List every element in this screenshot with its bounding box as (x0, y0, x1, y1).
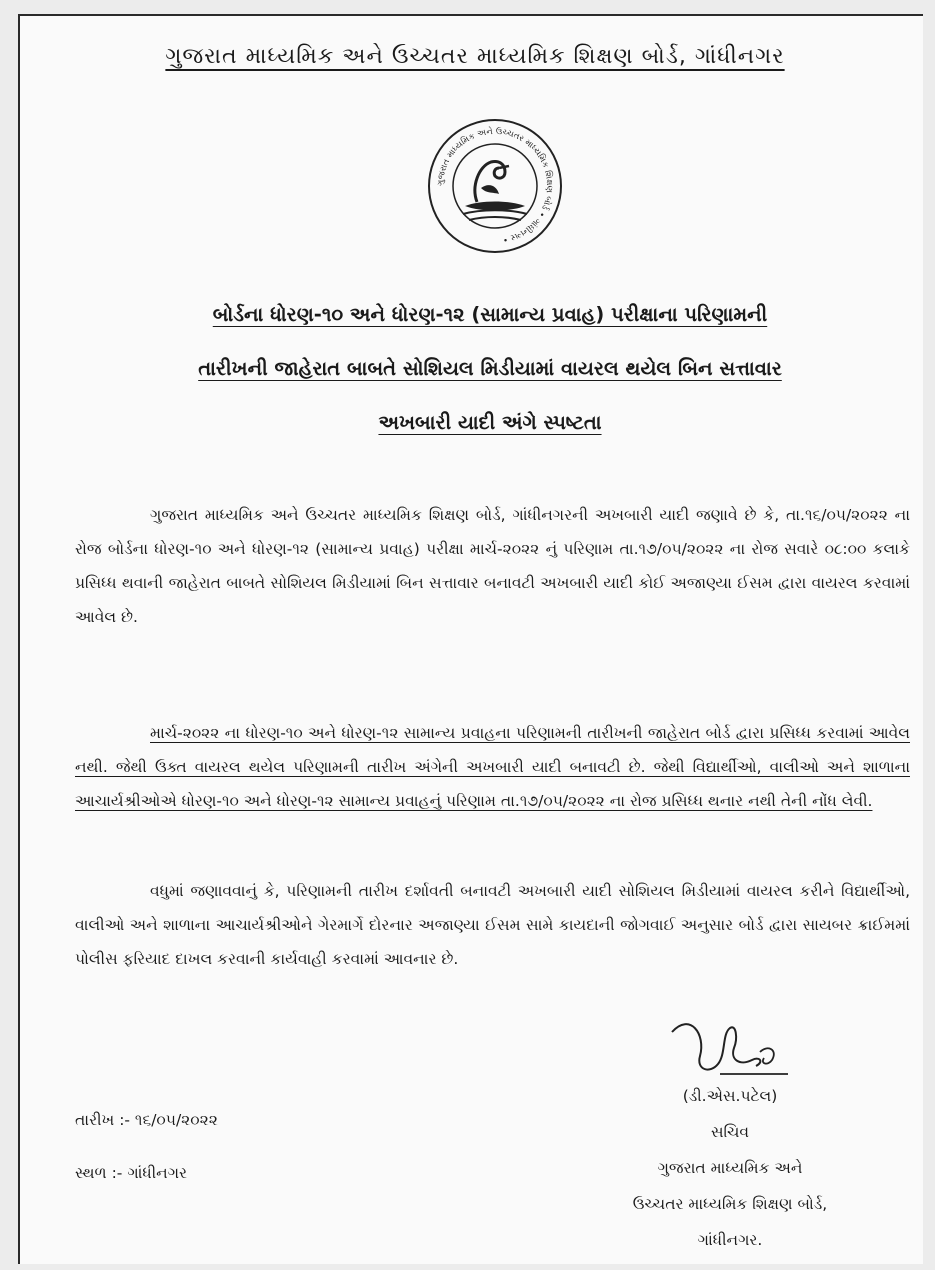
board-title: ગુજરાત માધ્યમિક અને ઉચ્ચતર માધ્યમિક શિક્ષણ બોર્ડ, ગાંધીનગર (165, 44, 785, 69)
issue-date: તારીખ :- ૧૬/૦૫/૨૦૨૨ (75, 1111, 218, 1129)
signatory-block (575, 1078, 885, 1258)
handwritten-signature (660, 1004, 800, 1084)
signatory-org-line-1: ગુજરાત માધ્યમિક અને (657, 1159, 803, 1177)
heading-line-2: તારીખની જાહેરાત બાબતે સોશિયલ મિડીયામાં વાયરલ થયેલ બિન સત્તાવાર (198, 357, 782, 380)
body-paragraph-2-text: માર્ચ-૨૦૨૨ ના ધોરણ-૧૦ અને ધોરણ-૧૨ સામાન્ય પ્રવાહના પરિણામની તારીખની જાહેરાત બોર્ડ દ્વારા પ્રસિધ્ધ કરવામાં આવેલ નથી. જેથી ઉક્ત વાયરલ થયેલ પરિણામની તારીખ અંગેની અખબારી યાદી બનાવટી છે. જેથી વિદ્યાર્થીઓ, વાલીઓ અને શાળાના આચાર્યશ્રીઓએ ધોરણ-૧૦ અને ધોરણ-૧૨ સામાન્ય પ્રવાહનું પરિણામ તા.૧૭/૦૫/૨૦૨૨ ના રોજ પ્રસિધ્ધ થનાર નથી તેની નોંધ લેવી. (75, 724, 910, 810)
svg-text:ગુજરાત માધ્યમિક અને ઉચ્ચતર માધ: ગુજરાત માધ્યમિક અને ઉચ્ચતર માધ્યમિક શિક્ષણ બોર્ડ • ગાંધીનગર • (435, 126, 555, 245)
board-seal-logo (425, 116, 565, 256)
issue-place: સ્થળ :- ગાંધીનગર (75, 1164, 188, 1182)
body-paragraph-2 (75, 716, 910, 818)
heading-line-1: બોર્ડના ધોરણ-૧૦ અને ધોરણ-૧૨ (સામાન્ય પ્રવાહ) પરીક્ષાના પરિણામની (212, 303, 768, 326)
signatory-org-line-3: ગાંધીનગર. (697, 1231, 763, 1249)
body-paragraph-1: ગુજરાત માધ્યમિક અને ઉચ્ચતર માધ્યમિક શિક્ષણ બોર્ડ, ગાંધીનગરની અખબારી યાદી જણાવે છે કે, તા.૧૬/૦૫/૨૦૨૨ ના રોજ બોર્ડના ધોરણ-૧૦ અને ધોરણ-૧૨ (સામાન્ય પ્રવાહ) પરીક્ષા માર્ચ-૨૦૨૨ નું પરિણામ તા.૧૭/૦૫/૨૦૨૨ ના રોજ સવારે ૦૮:૦૦ કલાકે પ્રસિધ્ધ થવાની જાહેરાત બાબતે સોશિયલ મિડીયામાં બિન સત્તાવાર બનાવટી અખબારી યાદી કોઈ અજાણ્યા ઈસમ દ્વારા વાયરલ કરવામાં આવેલ છે. (75, 506, 910, 626)
notice-heading (80, 288, 900, 450)
signatory-name: (ડી.એસ.પટેલ) (682, 1087, 778, 1105)
document-page (18, 14, 923, 1264)
body-paragraph-3: વધુમાં જણાવવાનું કે, પરિણામની તારીખ દર્શાવતી બનાવટી અખબારી યાદી સોશિયલ મિડીયામાં વાયરલ કરીને વિદ્યાર્થીઓ, વાલીઓ અને શાળાના આચાર્યશ્રીઓને ગેરમાર્ગે દોરનાર અજાણ્યા ઈસમ સામે કાયદાની જોગવાઈ અનુસાર બોર્ડ દ્વારા સાયબર ક્રાઈમમાં પોલીસ ફરિયાદ દાખલ કરવાની કાર્યવાહી કરવામાં આવનાર છે. (75, 882, 910, 968)
heading-line-3: અખબારી યાદી અંગે સ્પષ્ટતા (378, 411, 602, 434)
signatory-designation: સચિવ (710, 1123, 750, 1141)
signatory-org-line-2: ઉચ્ચતર માધ્યમિક શિક્ષણ બોર્ડ, (632, 1195, 828, 1213)
